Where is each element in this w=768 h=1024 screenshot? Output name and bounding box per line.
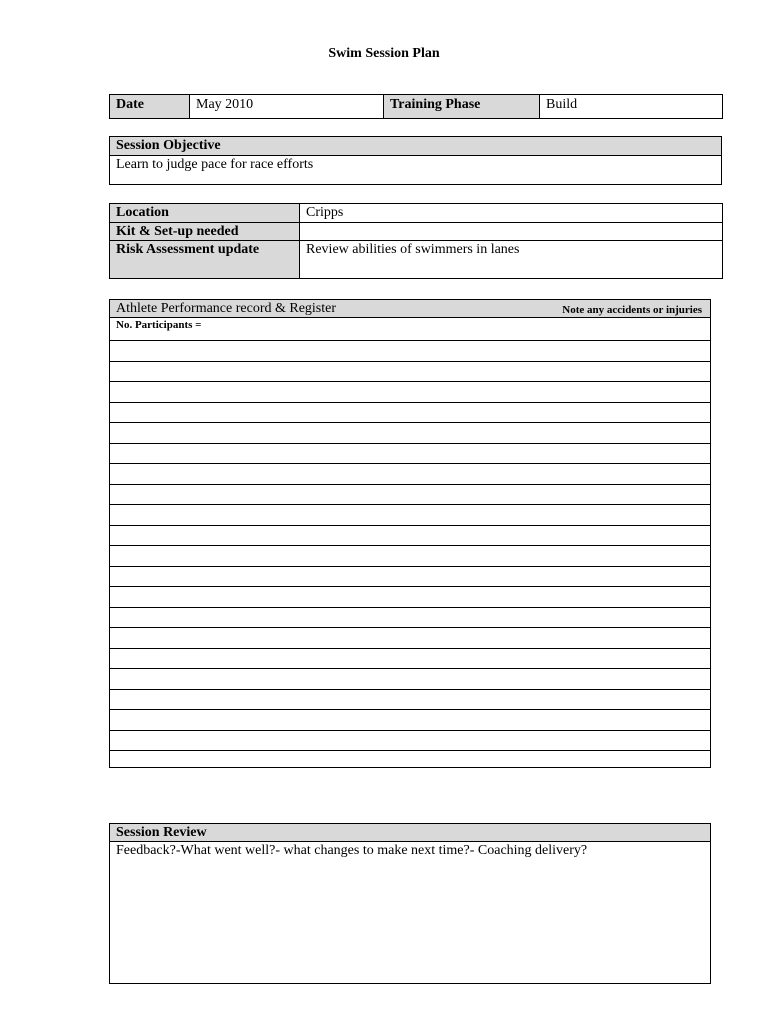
register-row[interactable]: [110, 587, 711, 608]
session-review-table: [109, 823, 711, 984]
document-title: Swim Session Plan: [328, 46, 440, 61]
date-value[interactable]: May 2010: [190, 95, 384, 119]
training-phase-label: Training Phase: [384, 95, 540, 119]
register-row[interactable]: [110, 423, 711, 444]
session-objective-label: Session Objective: [110, 137, 722, 156]
register-row[interactable]: [110, 546, 711, 567]
risk-assessment-label: Risk Assessment update: [110, 241, 300, 279]
register-row[interactable]: [110, 730, 711, 751]
date-label: Date: [110, 95, 190, 119]
participants-label: No. Participants =: [116, 319, 202, 331]
register-row[interactable]: [110, 505, 711, 526]
location-value[interactable]: Cripps: [300, 204, 723, 223]
session-review-body[interactable]: [110, 842, 711, 984]
register-row[interactable]: [110, 689, 711, 710]
participants-row[interactable]: [110, 318, 711, 341]
register-row[interactable]: [110, 710, 711, 731]
session-review-label: Session Review: [110, 824, 711, 842]
register-row[interactable]: [110, 525, 711, 546]
location-label: Location: [110, 204, 300, 223]
register-row[interactable]: [110, 607, 711, 628]
kit-setup-value[interactable]: [300, 223, 723, 241]
register-row[interactable]: [110, 361, 711, 382]
register-row[interactable]: [110, 464, 711, 485]
register-row[interactable]: [110, 648, 711, 669]
date-phase-table: [109, 94, 723, 119]
register-row[interactable]: [110, 669, 711, 690]
register-header: [110, 300, 711, 318]
risk-assessment-value[interactable]: Review abilities of swimmers in lanes: [300, 241, 723, 279]
register-row[interactable]: [110, 382, 711, 403]
register-title: Athlete Performance record & Register: [116, 301, 337, 316]
athlete-register-table: [109, 299, 711, 768]
register-row[interactable]: [110, 628, 711, 649]
session-objective-table: [109, 136, 722, 185]
session-review-prompt: Feedback?-What went well?- what changes to make next time?- Coaching delivery?: [116, 843, 588, 858]
session-objective-value[interactable]: Learn to judge pace for race efforts: [110, 156, 722, 185]
logistics-table: [109, 203, 723, 279]
register-row[interactable]: [110, 751, 711, 768]
register-note: Note any accidents or injuries: [562, 304, 702, 316]
kit-setup-label: Kit & Set-up needed: [110, 223, 300, 241]
register-row[interactable]: [110, 566, 711, 587]
register-row[interactable]: [110, 484, 711, 505]
register-row[interactable]: [110, 443, 711, 464]
register-row[interactable]: [110, 402, 711, 423]
training-phase-value[interactable]: Build: [540, 95, 723, 119]
register-row[interactable]: [110, 341, 711, 362]
